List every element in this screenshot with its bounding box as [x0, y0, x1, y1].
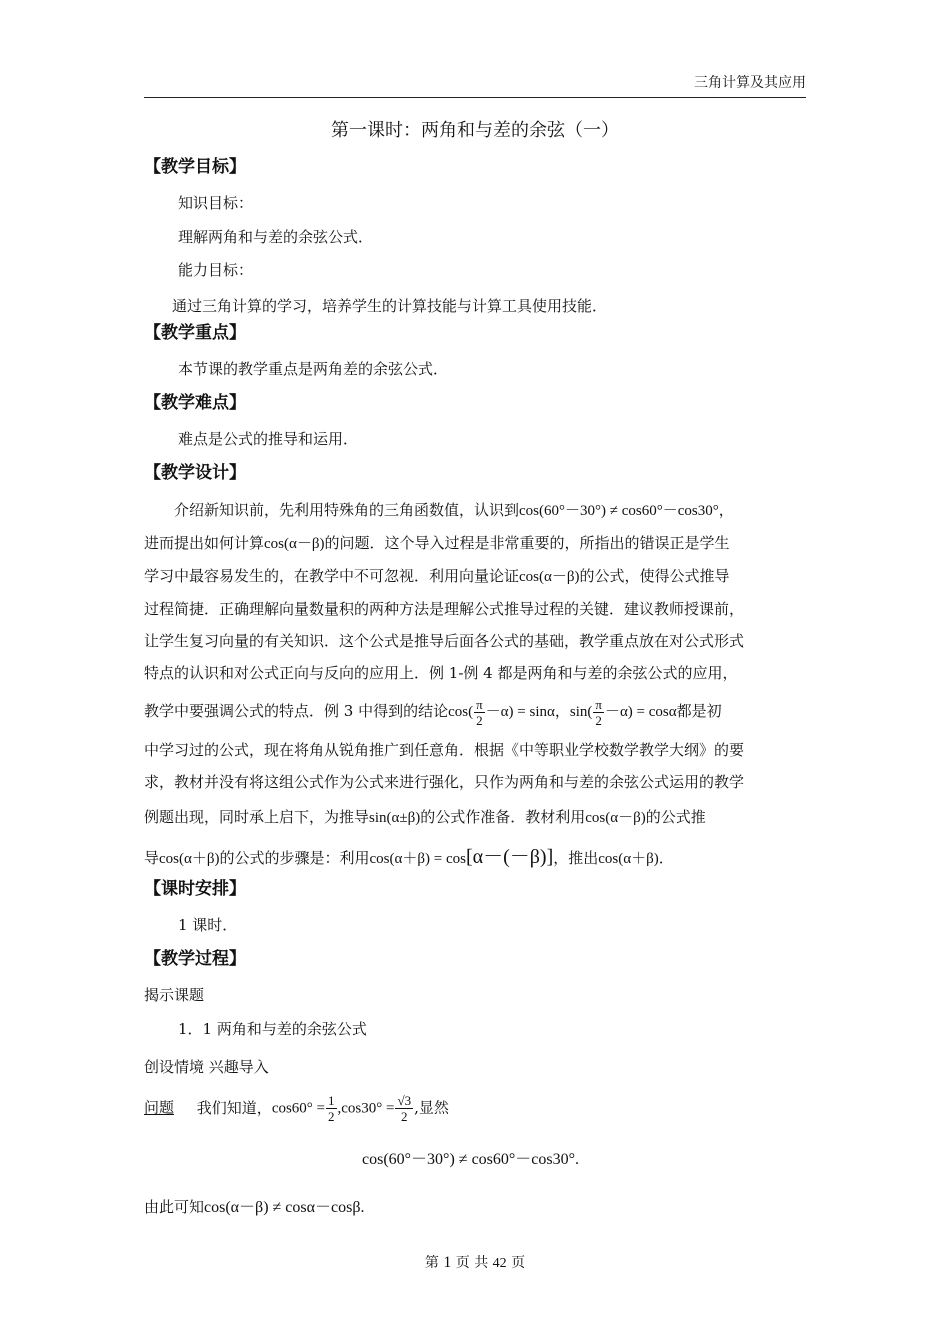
fraction-pi-over-2: $\frac{\pi}{2}$ — [595, 696, 602, 728]
formula-inline: cos(α－β) — [264, 536, 325, 552]
section-process: 【教学过程】 — [144, 949, 246, 969]
section-schedule: 【课时安排】 — [144, 879, 246, 899]
section-design: 【教学设计】 — [144, 463, 246, 483]
design-line-5: 让学生复习向量的有关知识．这个公式是推导后面各公式的基础，教学重点放在对公式形式 — [144, 632, 745, 650]
display-formula: cos(60°－30°) ≠ cos60°－cos30°. — [362, 1151, 580, 1168]
header-rule — [144, 97, 806, 98]
fraction-pi-over-2: $\frac{\pi}{2}$ — [476, 696, 483, 728]
design-line-2: 进而提出如何计算cos(α－β)的问题．这个导入过程是非常重要的，所指出的错误正是学生 — [144, 534, 730, 552]
question-label: 问题 — [144, 1098, 175, 1117]
conclusion-line: 由此可知cos(α－β) ≠ cosα－cosβ. — [144, 1198, 365, 1216]
section-difficulties: 【教学难点】 — [144, 393, 246, 413]
section-key-points: 【教学重点】 — [144, 323, 246, 343]
design-line-11: 导cos(α＋β)的公式的步骤是：利用cos(α＋β) = cos[α－(－β)]，推出cos(α＋β)． — [144, 846, 674, 868]
design-paragraph — [144, 494, 808, 879]
formula-inline: cos(α－β) — [519, 569, 580, 585]
knowledge-text: 理解两角和与差的余弦公式． — [178, 228, 374, 246]
design-line-7: 教学中要强调公式的特点．例 3 中得到的结论cos( $\frac{\pi}{2}$ －α) = sinα，sin( $\frac{\pi}{2}$ －α) = cosα都是初 — [144, 696, 722, 728]
schedule-text: 1 课时． — [178, 916, 238, 934]
design-line-1: 介绍新知识前，先利用特殊角的三角函数值，认识到cos(60°－30°) ≠ cos60°－cos30°， — [174, 501, 734, 519]
topic-heading: 1．1 两角和与差的余弦公式 — [178, 1020, 367, 1038]
page-title: 第一课时：两角和与差的余弦（一） — [331, 120, 619, 141]
design-line-4: 过程简捷．正确理解向量数量积的两种方法是理解公式推导过程的关键．建议教师授课前， — [144, 600, 745, 618]
reveal-topic: 揭示课题 — [144, 986, 205, 1004]
design-line-8: 中学习过的公式，现在将角从锐角推广到任意角．根据《中等职业学校数学教学大纲》的要 — [144, 741, 745, 759]
ability-text: 通过三角计算的学习，培养学生的计算技能与计算工具使用技能． — [172, 297, 608, 315]
design-line-10: 例题出现，同时承上启下，为推导sin(α±β)的公式作准备．教材利用cos(α－β)的公式推 — [144, 808, 706, 826]
fraction-sqrt3-over-2: $\frac{√3}{2}$ — [397, 1093, 412, 1124]
page-number: 1 — [443, 1254, 452, 1271]
formula-inline: cos(60°－30°) ≠ cos60°－cos30° — [519, 503, 719, 519]
page-footer: 第 1 页 共 42 页 — [424, 1254, 526, 1271]
knowledge-label: 知识目标： — [178, 194, 254, 212]
design-line-9: 求，教材并没有将这组公式作为公式来进行强化，只作为两角和与差的余弦公式运用的教学 — [144, 773, 745, 791]
section-objectives: 【教学目标】 — [144, 157, 246, 177]
scenario-heading: 创设情境 兴趣导入 — [144, 1058, 269, 1076]
fraction-one-half: $\frac{1}{2}$ — [328, 1093, 335, 1124]
page-total: 42 — [492, 1256, 507, 1271]
question-line: 问题 我们知道，cos60° = $\frac{1}{2}$ ,cos30° = $\frac{√3}{2}$ ,显然 — [144, 1093, 449, 1124]
running-header: 三角计算及其应用 — [694, 75, 806, 91]
key-points-text: 本节课的教学重点是两角差的余弦公式． — [178, 360, 449, 378]
difficulties-text: 难点是公式的推导和运用． — [178, 430, 359, 448]
ability-label: 能力目标： — [178, 261, 254, 279]
design-line-3: 学习中最容易发生的，在教学中不可忽视．利用向量论证cos(α－β)的公式，使得公式推导 — [144, 567, 730, 585]
design-line-6: 特点的认识和对公式正向与反向的应用上．例 1-例 4 都是两角和与差的余弦公式的应用， — [144, 664, 738, 682]
